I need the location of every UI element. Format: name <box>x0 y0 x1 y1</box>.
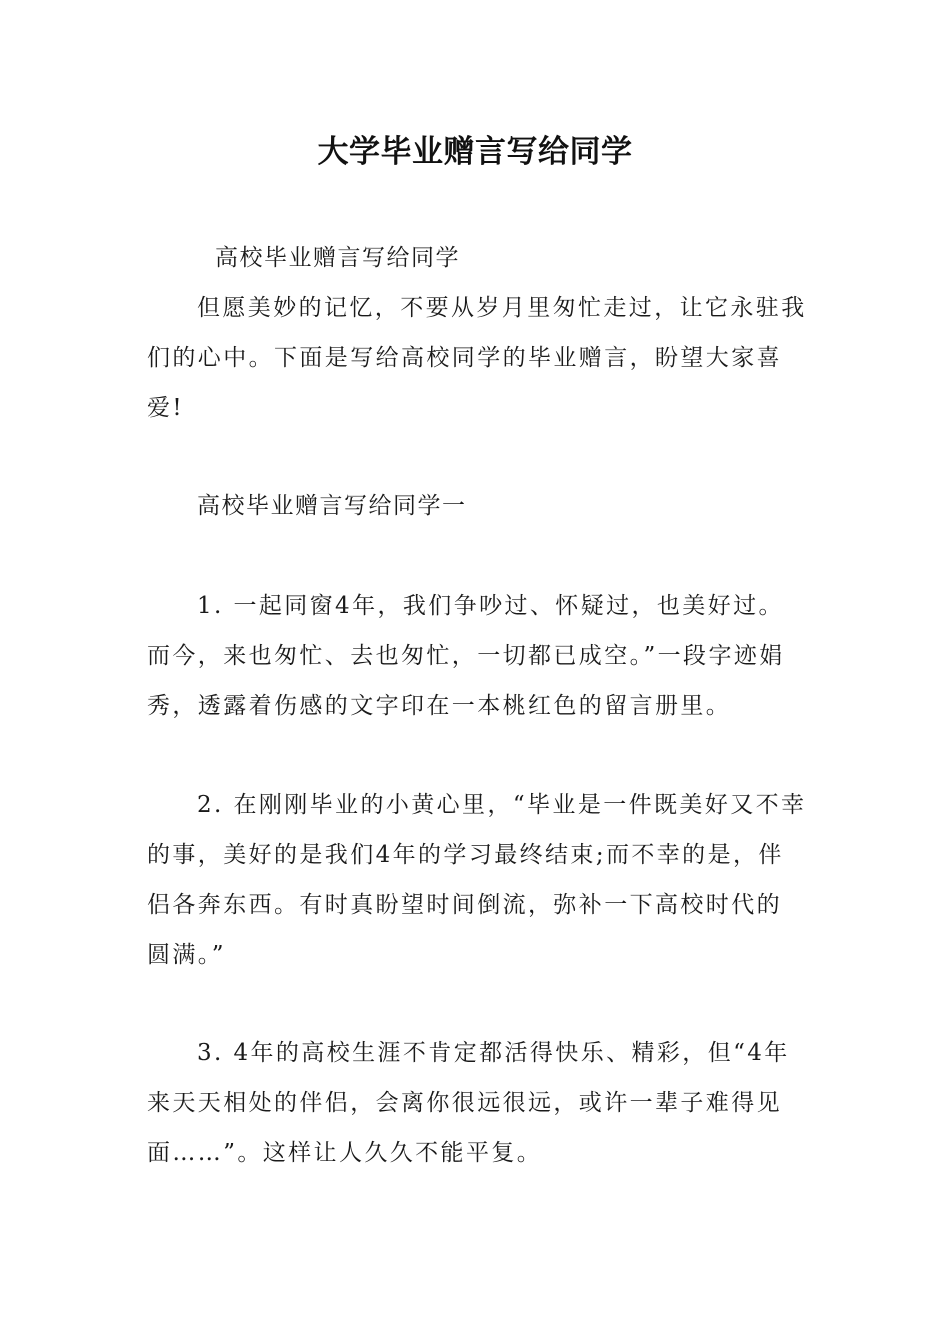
document-title: 大学毕业赠言写给同学 <box>317 134 633 170</box>
list-item-1: 1. 一起同窗4年，我们争吵过、怀疑过，也美好过。而今，来也匆忙、去也匆忙，一切都已成空。”一段字迹娟秀，透露着伤感的文字印在一本桃红色的留言册里。 <box>147 593 785 719</box>
section-heading: 高校毕业赠言写给同学一 <box>197 493 467 519</box>
list-item-2: 2. 在刚刚毕业的小黄心里，“毕业是一件既美好又不幸的事，美好的是我们4年的学习最终结束;而不幸的是，伴侣各奔东西。有时真盼望时间倒流，弥补一下高校时代的圆满。” <box>147 792 807 968</box>
list-item-3: 3. 4年的高校生涯不肯定都活得快乐、精彩，但“4年来天天相处的伴侣，会离你很远很远，或许一辈子难得见面……”。这样让人久久不能平复。 <box>147 1040 790 1166</box>
document-subtitle: 高校毕业赠言写给同学 <box>215 245 460 271</box>
intro-paragraph: 但愿美妙的记忆，不要从岁月里匆忙走过，让它永驻我们的心中。下面是写给高校同学的毕业赠言，盼望大家喜爱! <box>147 295 807 421</box>
